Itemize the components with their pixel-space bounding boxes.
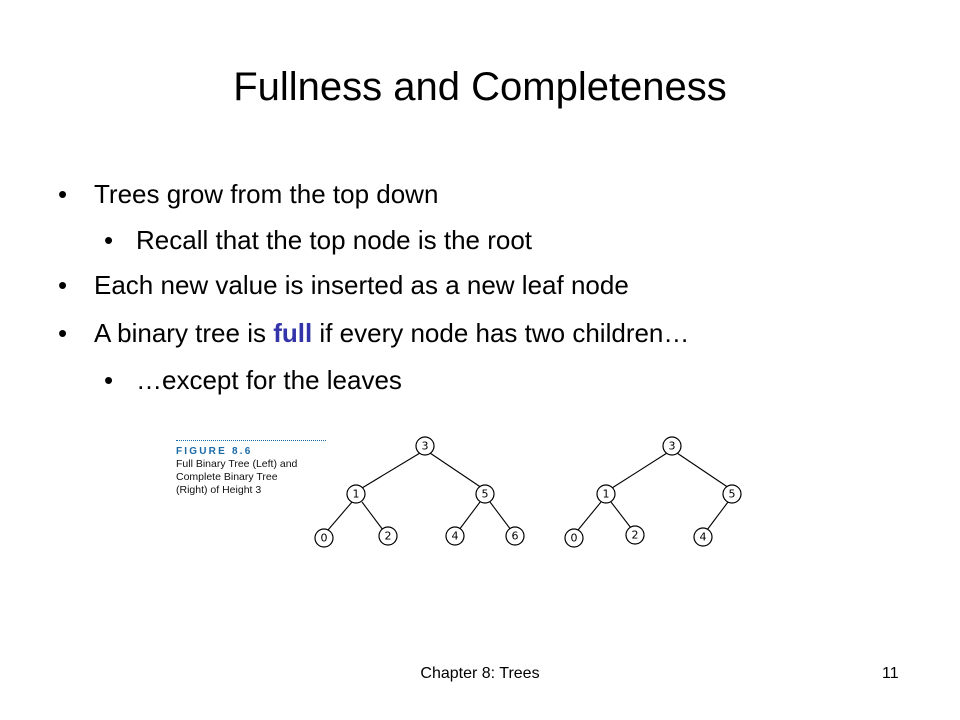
tree-edge <box>578 502 601 530</box>
node-value: 3 <box>421 439 429 453</box>
tree-edge <box>362 453 420 488</box>
bullet-text-before: A binary tree is <box>94 318 274 348</box>
node-value: 5 <box>728 487 736 501</box>
node-value: 2 <box>631 528 639 542</box>
node-value: 6 <box>511 529 519 543</box>
bullet-text: Each new value is inserted as a new leaf node <box>94 270 629 300</box>
tree-node <box>565 529 583 547</box>
tree-edge <box>612 453 667 488</box>
node-value: 4 <box>451 529 459 543</box>
tree-node <box>506 527 524 545</box>
bullet-marker: • <box>104 365 114 395</box>
bullet-text-after: if every node has two children… <box>312 318 690 348</box>
node-value: 0 <box>570 531 578 545</box>
node-value: 5 <box>481 487 489 501</box>
tree-edge <box>490 502 511 530</box>
bullet-text: …except for the leaves <box>136 365 402 395</box>
bullet-marker: • <box>104 225 114 255</box>
tree-node <box>626 526 644 544</box>
tree-edge <box>677 453 729 488</box>
tree-node <box>476 485 494 503</box>
footer-chapter: Chapter 8: Trees <box>420 665 540 682</box>
tree-edge <box>707 502 728 530</box>
node-value: 3 <box>668 439 676 453</box>
footer-page-number: 11 <box>882 665 899 682</box>
figure-caption-line: (Right) of Height 3 <box>176 484 262 496</box>
bullet-marker: • <box>58 179 68 209</box>
page-title: Fullness and Completeness <box>233 65 727 109</box>
tree-node <box>663 437 681 455</box>
bullet-text: Recall that the top node is the root <box>136 225 533 255</box>
bullet-marker: • <box>58 318 68 348</box>
tree-node <box>379 527 397 545</box>
tree-node <box>694 528 712 546</box>
tree-node <box>315 529 333 547</box>
tree-edge <box>430 453 482 488</box>
tree-edge <box>362 502 383 530</box>
tree-edge <box>611 502 631 528</box>
node-value: 1 <box>352 487 360 501</box>
tree-node <box>597 485 615 503</box>
node-value: 4 <box>699 530 707 544</box>
figure-label: FIGURE 8.6 <box>176 446 253 457</box>
bullet-marker: • <box>58 270 68 300</box>
node-value: 0 <box>320 531 328 545</box>
bullet-text: Trees grow from the top down <box>94 179 439 209</box>
node-value: 2 <box>384 529 392 543</box>
tree-node <box>723 485 741 503</box>
figure-caption-line: Full Binary Tree (Left) and <box>176 458 298 470</box>
complete-binary-tree <box>565 437 741 547</box>
bullet-highlight-full: full <box>273 318 313 348</box>
tree-edge <box>459 502 480 530</box>
tree-node <box>347 485 365 503</box>
tree-node <box>416 437 434 455</box>
full-binary-tree <box>315 437 524 547</box>
tree-node <box>446 527 464 545</box>
tree-edge <box>328 502 352 530</box>
node-value: 1 <box>602 487 610 501</box>
figure-caption-line: Complete Binary Tree <box>176 471 278 483</box>
